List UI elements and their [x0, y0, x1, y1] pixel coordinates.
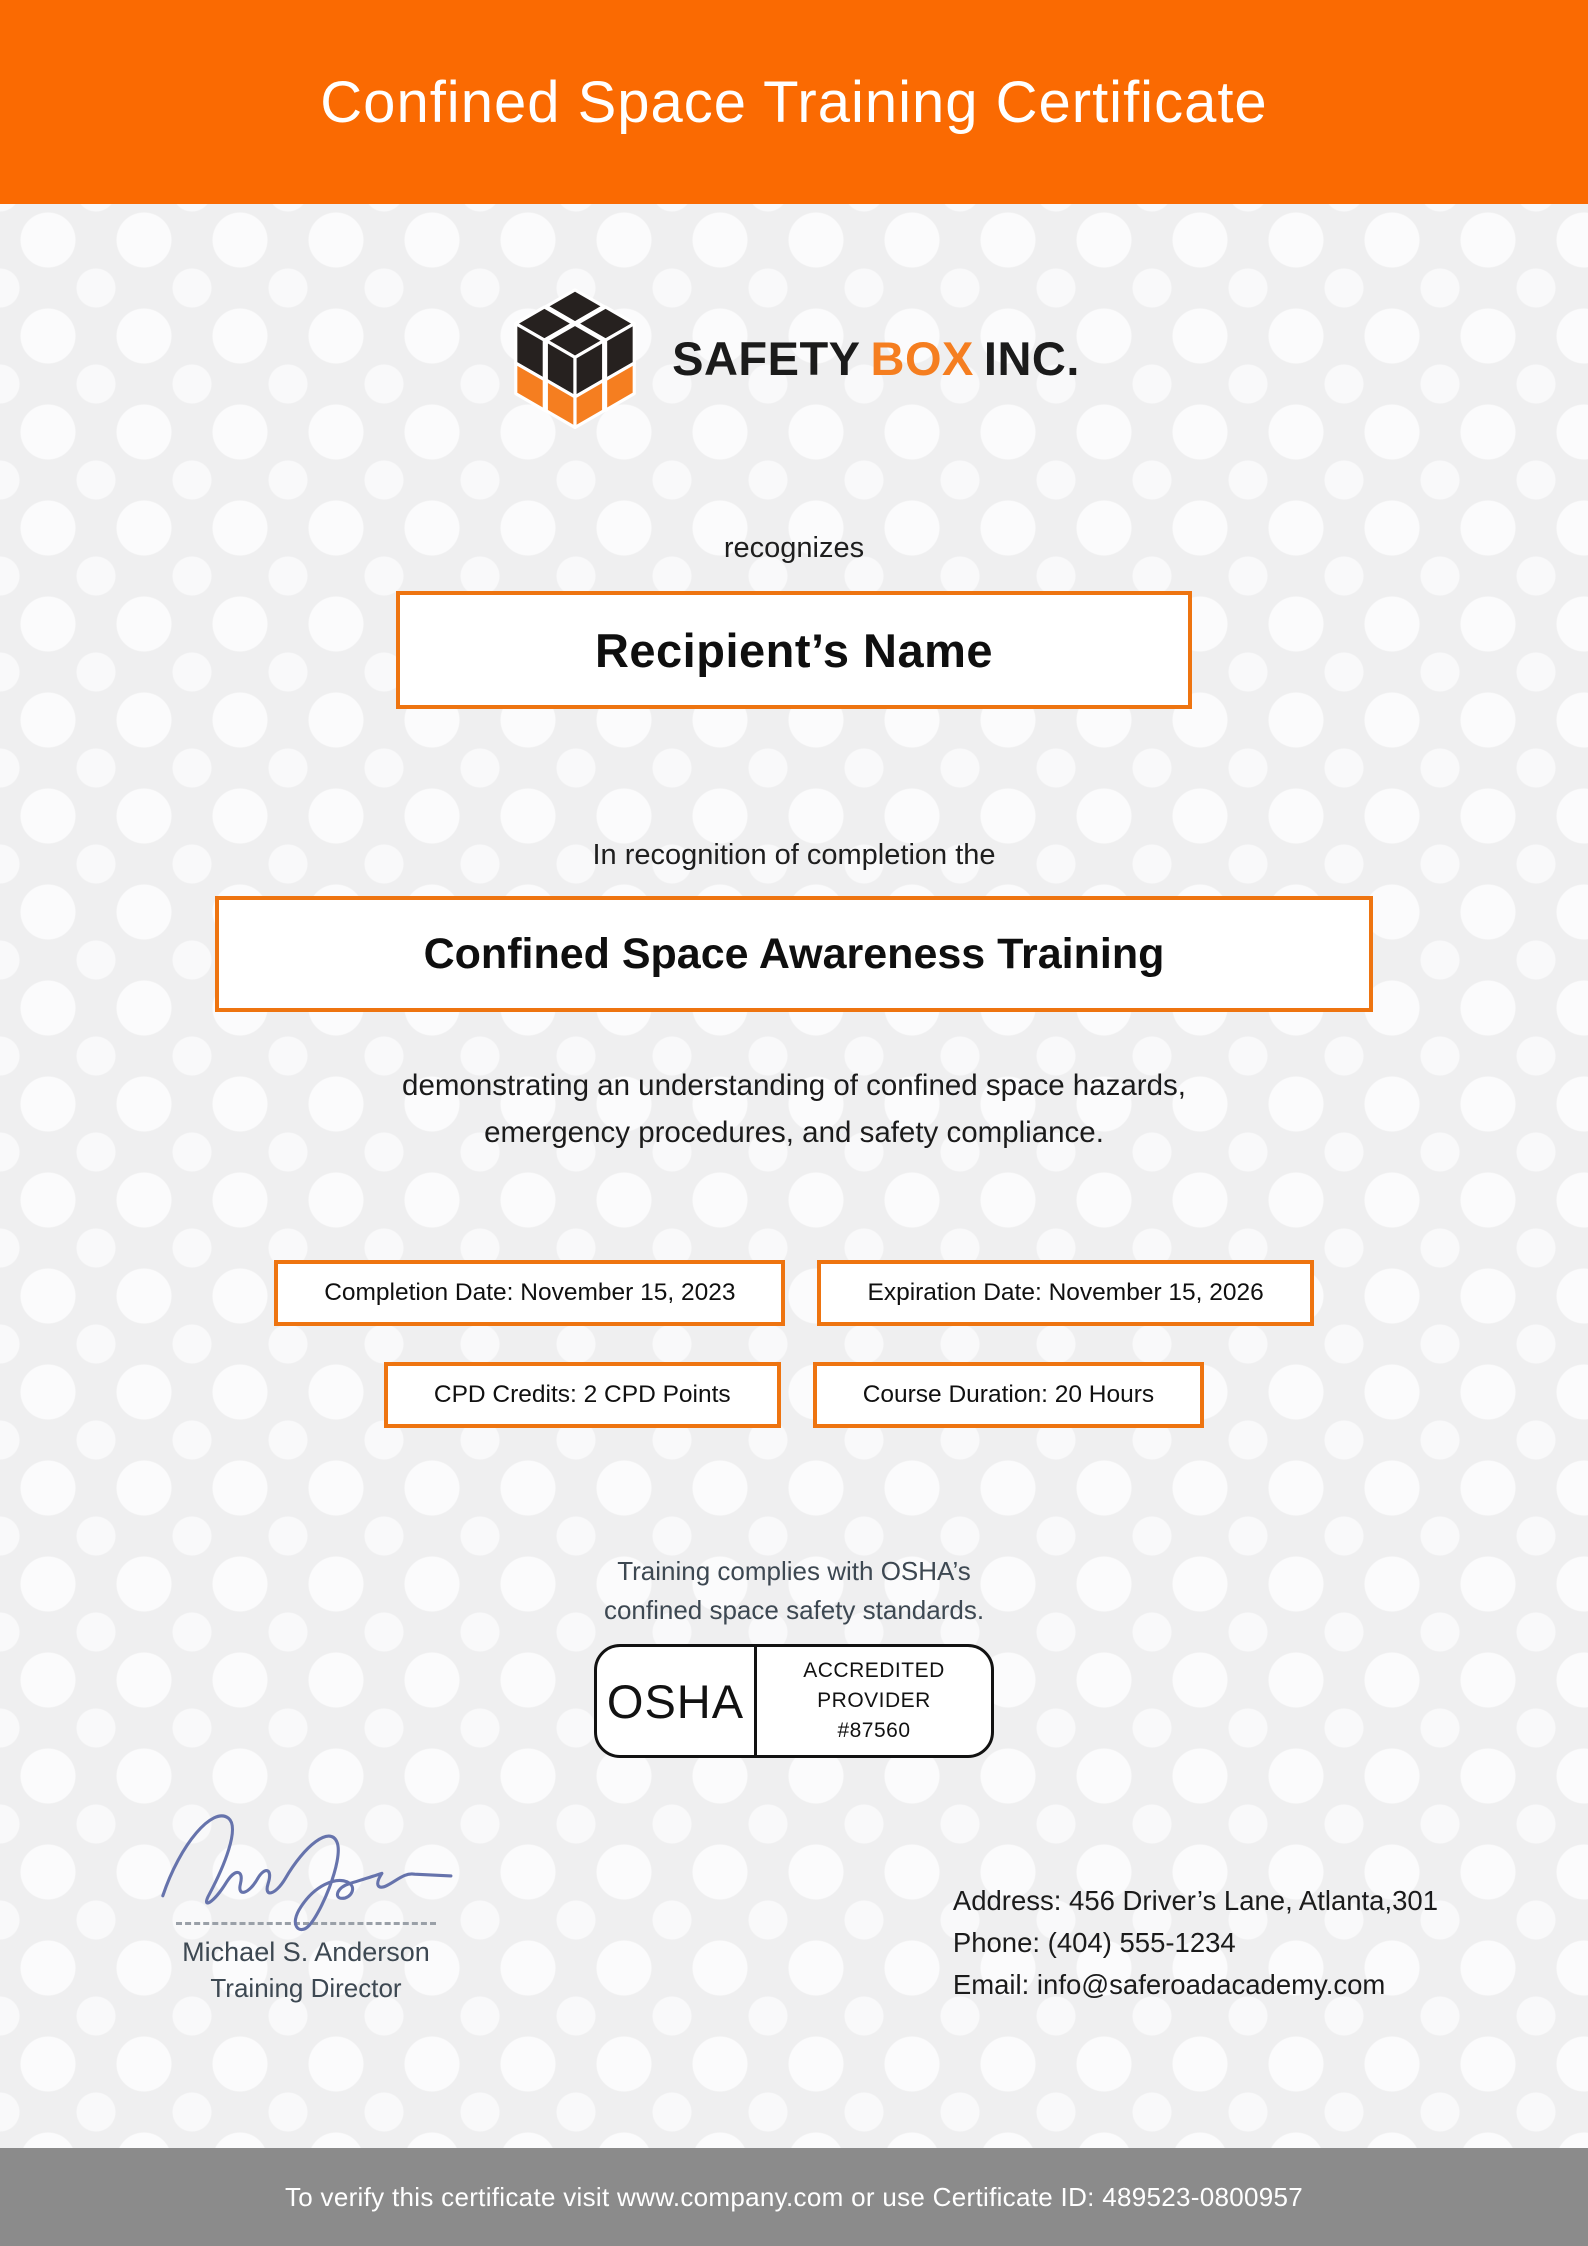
course-description-line1: demonstrating an understanding of confined space hazards,: [402, 1069, 1186, 1102]
brand-name-inc: INC.: [983, 331, 1080, 385]
verification-text: To verify this certificate visit www.company.com or use Certificate ID: 489523-0800957: [284, 2181, 1304, 2212]
credits-row: [384, 1362, 1204, 1428]
course-duration-box: Course Duration: 20 Hours: [813, 1362, 1204, 1428]
course-description: [402, 1062, 1186, 1156]
expiration-date-box: Expiration Date: November 15, 2026: [817, 1260, 1313, 1326]
completion-intro-label: In recognition of completion the: [592, 839, 996, 871]
osha-accreditation-badge: [594, 1644, 994, 1758]
contact-address: Address: 456 Driver’s Lane, Atlanta,301: [952, 1885, 1438, 1916]
signature-icon: [121, 1794, 491, 1932]
course-title-box: [215, 896, 1373, 1012]
osha-badge-provider-info: [757, 1647, 991, 1755]
recipient-name: Recipient’s Name: [594, 623, 994, 677]
dates-row: [274, 1260, 1314, 1326]
brand-logo: [508, 286, 1080, 430]
course-description-line2: emergency procedures, and safety compliance.: [484, 1116, 1104, 1149]
signature-contact-row: [0, 1794, 1588, 2006]
cpd-credits-box: CPD Credits: 2 CPD Points: [384, 1362, 781, 1428]
completion-date-box: Completion Date: November 15, 2023: [274, 1260, 785, 1326]
course-title: Confined Space Awareness Training: [423, 929, 1165, 978]
recognizes-label: recognizes: [723, 532, 865, 564]
compliance-note-line2: confined space safety standards.: [603, 1595, 985, 1625]
signature-block: [116, 1794, 496, 2004]
page-title: Confined Space Training Certificate: [320, 69, 1268, 135]
contact-block: [953, 1880, 1438, 2006]
osha-badge-org: OSHA: [597, 1647, 757, 1755]
brand-name-safety: SAFETY: [672, 331, 861, 385]
osha-badge-line1: ACCREDITED: [803, 1659, 945, 1682]
signature-line: [176, 1922, 436, 1925]
verification-footer: [0, 2148, 1588, 2246]
certificate-header-banner: [0, 0, 1588, 204]
compliance-note-line1: Training complies with OSHA’s: [617, 1556, 971, 1586]
contact-phone: Phone: (404) 555-1234: [952, 1927, 1236, 1958]
brand-wordmark: [672, 331, 1080, 386]
recipient-name-box: [396, 591, 1192, 709]
signatory-role: Training Director: [210, 1973, 402, 2003]
osha-badge-line3: #87560: [837, 1719, 911, 1742]
signatory-name: Michael S. Anderson: [182, 1937, 430, 1967]
stacked-boxes-icon: [508, 286, 642, 430]
compliance-note: [604, 1552, 984, 1630]
contact-email: Email: info@saferoadacademy.com: [952, 1969, 1386, 2000]
osha-badge-line2: PROVIDER: [817, 1689, 931, 1712]
brand-name-box: BOX: [870, 331, 974, 385]
